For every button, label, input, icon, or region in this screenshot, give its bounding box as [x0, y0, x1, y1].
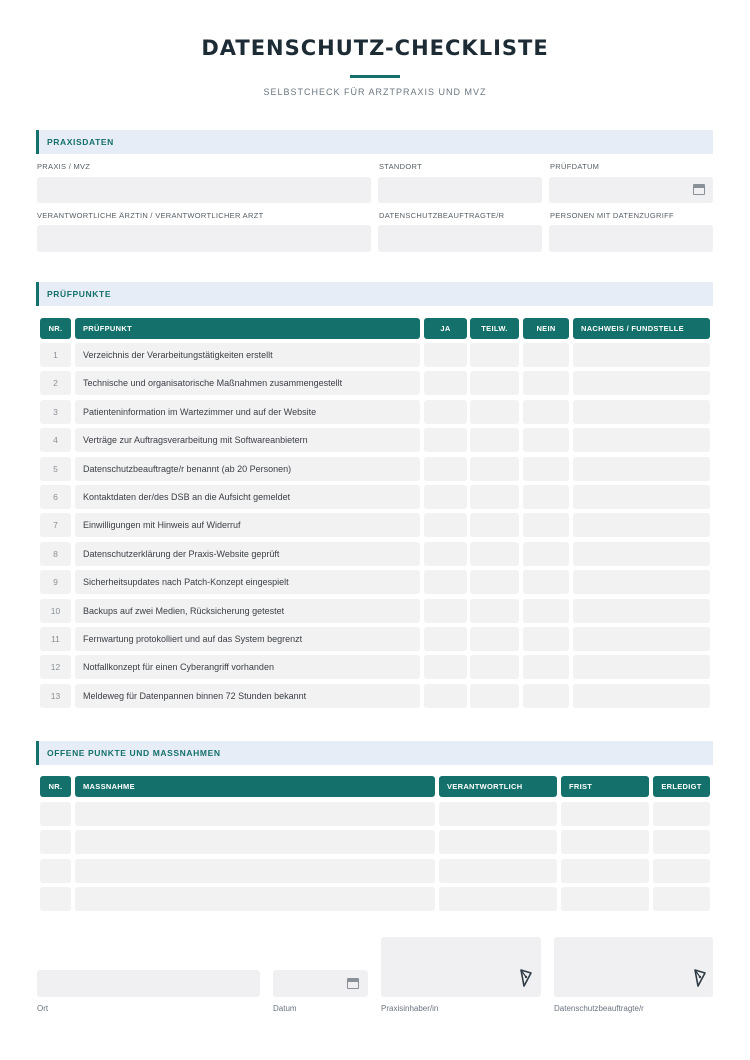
row-ja-cell[interactable]: [424, 655, 467, 679]
row-ja-cell[interactable]: [424, 343, 467, 367]
row-nein-cell[interactable]: [523, 655, 569, 679]
row-ja-cell[interactable]: [424, 457, 467, 481]
section-massnahmen-heading: OFFENE PUNKTE UND MASSNAHMEN: [47, 748, 221, 758]
m-row-nr-cell[interactable]: [40, 859, 71, 883]
m-row-massnahme-cell[interactable]: [75, 802, 435, 826]
row-nr: 11: [40, 627, 71, 651]
row-ja-cell[interactable]: [424, 513, 467, 537]
row-nein-cell[interactable]: [523, 485, 569, 509]
m-row-massnahme-cell[interactable]: [75, 859, 435, 883]
row-pruefpunkt: Notfallkonzept für einen Cyberangriff vorhanden: [75, 655, 420, 679]
row-nr: 10: [40, 599, 71, 623]
row-ja-cell[interactable]: [424, 371, 467, 395]
row-nachweis-cell[interactable]: [573, 542, 710, 566]
datum-label: Datum: [273, 1004, 297, 1013]
arzt-label: VERANTWORTLICHE ÄRZTIN / VERANTWORTLICHER ARZT: [37, 211, 264, 220]
col-erledigt-header: ERLEDIGT: [653, 776, 710, 797]
row-nachweis-cell[interactable]: [573, 513, 710, 537]
row-pruefpunkt: Verzeichnis der Verarbeitungstätigkeiten erstellt: [75, 343, 420, 367]
row-nr: 9: [40, 570, 71, 594]
pen-icon: [693, 968, 707, 988]
m-row-verantwortlich-cell[interactable]: [439, 802, 557, 826]
row-teilw-cell[interactable]: [470, 655, 519, 679]
m-row-verantwortlich-cell[interactable]: [439, 887, 557, 911]
col-ja-header: JA: [424, 318, 467, 339]
m-row-massnahme-cell[interactable]: [75, 887, 435, 911]
row-nein-cell[interactable]: [523, 599, 569, 623]
row-ja-cell[interactable]: [424, 400, 467, 424]
row-pruefpunkt: Datenschutzerklärung der Praxis-Website geprüft: [75, 542, 420, 566]
row-teilw-cell[interactable]: [470, 457, 519, 481]
row-nachweis-cell[interactable]: [573, 428, 710, 452]
row-nachweis-cell[interactable]: [573, 599, 710, 623]
m-row-erledigt-cell[interactable]: [653, 802, 710, 826]
row-teilw-cell[interactable]: [470, 599, 519, 623]
row-nachweis-cell[interactable]: [573, 371, 710, 395]
praxis-input[interactable]: [37, 177, 371, 203]
row-nein-cell[interactable]: [523, 400, 569, 424]
pruefdatum-input[interactable]: [549, 177, 713, 203]
signature-praxisinhaber[interactable]: [381, 937, 541, 997]
section-praxisdaten: [36, 130, 713, 154]
section-praxisdaten-heading: PRAXISDATEN: [47, 137, 114, 147]
col-pruefpunkt-header: PRÜFPUNKT: [75, 318, 420, 339]
row-nr: 12: [40, 655, 71, 679]
section-massnahmen: [36, 741, 713, 765]
row-teilw-cell[interactable]: [470, 627, 519, 651]
pen-icon: [519, 968, 533, 988]
section-pruefpunkte-heading: PRÜFPUNKTE: [47, 289, 112, 299]
personen-label: PERSONEN MIT DATENZUGRIFF: [550, 211, 674, 220]
row-teilw-cell[interactable]: [470, 485, 519, 509]
praxis-label: PRAXIS / MVZ: [37, 162, 91, 171]
row-teilw-cell[interactable]: [470, 400, 519, 424]
pruefdatum-label: PRÜFDATUM: [550, 162, 600, 171]
row-nein-cell[interactable]: [523, 542, 569, 566]
m-row-frist-cell[interactable]: [561, 887, 649, 911]
row-nachweis-cell[interactable]: [573, 485, 710, 509]
row-nein-cell[interactable]: [523, 343, 569, 367]
col-teilw-header: TEILW.: [470, 318, 519, 339]
row-teilw-cell[interactable]: [470, 371, 519, 395]
col-nein-header: NEIN: [523, 318, 569, 339]
row-nachweis-cell[interactable]: [573, 400, 710, 424]
row-pruefpunkt: Technische und organisatorische Maßnahmen zusammengestellt: [75, 371, 420, 395]
row-nein-cell[interactable]: [523, 627, 569, 651]
row-pruefpunkt: Meldeweg für Datenpannen binnen 72 Stunden bekannt: [75, 684, 420, 708]
standort-label: STANDORT: [379, 162, 422, 171]
row-teilw-cell[interactable]: [470, 684, 519, 708]
row-pruefpunkt: Verträge zur Auftragsverarbeitung mit Softwareanbietern: [75, 428, 420, 452]
section-pruefpunkte: [36, 282, 713, 306]
row-teilw-cell[interactable]: [470, 570, 519, 594]
col-massnahme-header: MASSNAHME: [75, 776, 435, 797]
page-title: DATENSCHUTZ-CHECKLISTE: [201, 36, 549, 60]
standort-input[interactable]: [378, 177, 542, 203]
row-nein-cell[interactable]: [523, 570, 569, 594]
signature-dsb[interactable]: [554, 937, 713, 997]
row-ja-cell[interactable]: [424, 485, 467, 509]
row-ja-cell[interactable]: [424, 684, 467, 708]
row-teilw-cell[interactable]: [470, 542, 519, 566]
row-nein-cell[interactable]: [523, 684, 569, 708]
col-nr-header: NR.: [40, 318, 71, 339]
m-row-verantwortlich-cell[interactable]: [439, 830, 557, 854]
col-verantwortlich-header: VERANTWORTLICH: [439, 776, 557, 797]
page-subtitle: SELBSTCHECK FÜR ARZTPRAXIS UND MVZ: [263, 87, 487, 97]
row-nachweis-cell[interactable]: [573, 655, 710, 679]
row-ja-cell[interactable]: [424, 570, 467, 594]
row-nr: 8: [40, 542, 71, 566]
m-row-erledigt-cell[interactable]: [653, 859, 710, 883]
row-pruefpunkt: Einwilligungen mit Hinweis auf Widerruf: [75, 513, 420, 537]
col-nachweis-header: NACHWEIS / FUNDSTELLE: [573, 318, 710, 339]
row-nr: 6: [40, 485, 71, 509]
row-teilw-cell[interactable]: [470, 428, 519, 452]
dsb-input[interactable]: [378, 225, 542, 252]
row-pruefpunkt: Patienteninformation im Wartezimmer und auf der Website: [75, 400, 420, 424]
row-pruefpunkt: Kontaktdaten der/des DSB an die Aufsicht gemeldet: [75, 485, 420, 509]
m-row-massnahme-cell[interactable]: [75, 830, 435, 854]
row-nr: 3: [40, 400, 71, 424]
row-nachweis-cell[interactable]: [573, 457, 710, 481]
row-ja-cell[interactable]: [424, 428, 467, 452]
row-ja-cell[interactable]: [424, 627, 467, 651]
row-nachweis-cell[interactable]: [573, 343, 710, 367]
row-nr: 13: [40, 684, 71, 708]
row-nein-cell[interactable]: [523, 513, 569, 537]
m-row-frist-cell[interactable]: [561, 830, 649, 854]
row-nachweis-cell[interactable]: [573, 684, 710, 708]
m-row-nr-cell[interactable]: [40, 830, 71, 854]
personen-input[interactable]: [549, 225, 713, 252]
row-nein-cell[interactable]: [523, 371, 569, 395]
row-nr: 1: [40, 343, 71, 367]
calendar-icon[interactable]: [347, 978, 359, 989]
arzt-input[interactable]: [37, 225, 371, 252]
calendar-icon[interactable]: [693, 184, 705, 195]
row-ja-cell[interactable]: [424, 542, 467, 566]
dsb-label: DATENSCHUTZBEAUFTRAGTE/R: [379, 211, 505, 220]
row-nein-cell[interactable]: [523, 457, 569, 481]
praxisinhaber-label: Praxisinhaber/in: [381, 1004, 439, 1013]
datum-input[interactable]: [273, 970, 368, 997]
row-ja-cell[interactable]: [424, 599, 467, 623]
m-row-verantwortlich-cell[interactable]: [439, 859, 557, 883]
m-row-nr-cell[interactable]: [40, 887, 71, 911]
row-nachweis-cell[interactable]: [573, 627, 710, 651]
row-nachweis-cell[interactable]: [573, 570, 710, 594]
row-teilw-cell[interactable]: [470, 343, 519, 367]
col-frist-header: FRIST: [561, 776, 649, 797]
title-divider: [350, 75, 400, 78]
ort-label: Ort: [37, 1004, 49, 1013]
row-teilw-cell[interactable]: [470, 513, 519, 537]
m-row-nr-cell[interactable]: [40, 802, 71, 826]
m-row-frist-cell[interactable]: [561, 859, 649, 883]
row-pruefpunkt: Sicherheitsupdates nach Patch-Konzept eingespielt: [75, 570, 420, 594]
m-row-frist-cell[interactable]: [561, 802, 649, 826]
col-m-nr-header: NR.: [40, 776, 71, 797]
row-nr: 2: [40, 371, 71, 395]
row-nr: 7: [40, 513, 71, 537]
row-nein-cell[interactable]: [523, 428, 569, 452]
dsb-signature-label: Datenschutzbeauftragte/r: [554, 1004, 644, 1013]
ort-input[interactable]: [37, 970, 260, 997]
row-nr: 5: [40, 457, 71, 481]
row-pruefpunkt: Fernwartung protokolliert und auf das System begrenzt: [75, 627, 420, 651]
row-nr: 4: [40, 428, 71, 452]
row-pruefpunkt: Backups auf zwei Medien, Rücksicherung getestet: [75, 599, 420, 623]
m-row-erledigt-cell[interactable]: [653, 830, 710, 854]
m-row-erledigt-cell[interactable]: [653, 887, 710, 911]
row-pruefpunkt: Datenschutzbeauftragte/r benannt (ab 20 Personen): [75, 457, 420, 481]
